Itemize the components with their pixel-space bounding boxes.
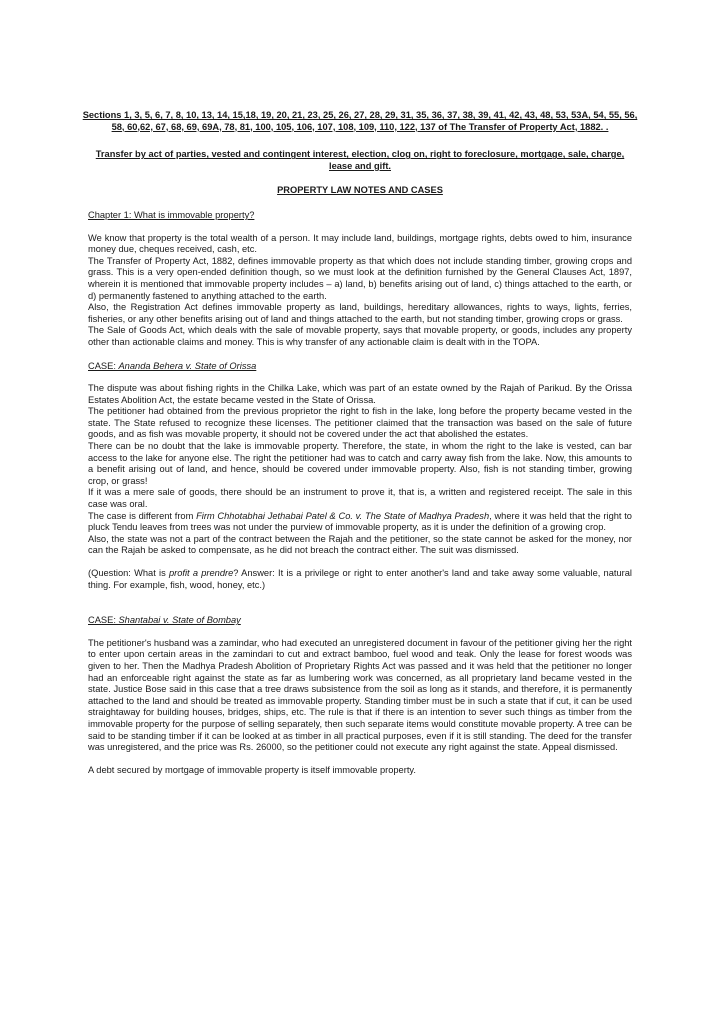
case-1-name: Ananda Behera v. State of Orissa — [118, 360, 257, 371]
question-term: profit a prendre — [168, 568, 234, 578]
case-2-body — [88, 638, 632, 754]
chapter-1-body — [88, 233, 632, 349]
case-1-label: CASE: — [88, 360, 119, 371]
question-block — [88, 568, 632, 591]
case-1-paragraph: The dispute was about fishing rights in the Chilka Lake, which was part of an estate owned by the Rajah of Parikud. By the Orissa Estates Abolition Act, the estate became vested in the State of Orissa. — [88, 383, 632, 405]
case-1-title — [88, 361, 632, 373]
chapter-1-paragraph: Also, the Registration Act defines immovable property as land, buildings, hereditary allowances, rights to ways, lights, ferries, fisheries, or any other benefits arising out of land and things attached to the earth, but not standing timber, growing crops or grass. — [88, 302, 632, 324]
case-1-paragraph: There can be no doubt that the lake is immovable property. Therefore, the state, in whom the right to the lake is vested, can bar access to the lake for anyone else. The right the petitioner had was to catch and carry away fish from the lake. Now, this amounts to a benefit arising out of land, and hence, should be covered under immovable property. Also, fish is not standing timber, growing crop, or grass! — [88, 441, 632, 486]
case-2-label: CASE: — [88, 615, 119, 626]
case-1-body — [88, 383, 632, 557]
closing-line: A debt secured by mortgage of immovable property is itself immovable property. — [88, 764, 416, 775]
case-2-name: Shantabai v. State of Bombay — [118, 615, 241, 626]
chapter-1-title: Chapter 1: What is immovable property? — [88, 209, 255, 220]
document-body — [82, 110, 638, 776]
case-1-paragraph: The petitioner had obtained from the previous proprietor the right to fish in the lake, long before the property became vested in the state. The State refused to recognize these licenses. The petitioner claimed that the transaction was based on the sale of future goods, and as fish was movable property, it should not be covered under the act that abolished the estates. — [88, 406, 632, 440]
sections-heading: Sections 1, 3, 5, 6, 7, 8, 10, 13, 14, 15,18, 19, 20, 21, 23, 25, 26, 27, 28, 29, 31, 35, 36, 37, 38, 39, 41, 42, 43, 48, 53, 53A, 54, 55, 56, 58, 60,62, 67, 68, 69, 69A, 78, 81, 100, 105, 106, 107, 108, 109, 110, 122, 137 of The Transfer of Property Act, 1882. . — [82, 110, 638, 132]
topics-heading: Transfer by act of parties, vested and contingent interest, election, clog on, right to foreclosure, mortgage, sale, charge, lease and gift. — [95, 149, 625, 171]
chapter-1-paragraph: The Sale of Goods Act, which deals with the sale of movable property, says that movable property, or goods, includes any property other than actionable claims and money. This is why transfer of any actionable claim is dealt with in the TOPA. — [88, 325, 632, 347]
chapter-1-paragraph: The Transfer of Property Act, 1882, defines immovable property as that which does not include standing timber, growing crops and grass. This is a very open-ended definition though, so we must look at the definition furnished by the General Clauses Act, 1897, wherein it is mentioned that immovable property includes – a) land, b) benefits arising out of land, c) things attached to the earth, or d) permanently fastened to anything attached to the earth. — [88, 255, 632, 301]
profit-a-prendre-question — [88, 568, 632, 591]
closing-block — [88, 765, 632, 777]
question-suffix: ? Answer: It is a privilege or right to enter another's land and take away some valuable, natural thing. For example, fish, wood, honey, etc.) — [88, 568, 632, 590]
case-1-closing-paragraph: Also, the state was not a part of the contract between the Rajah and the petitioner, so the state cannot be asked for the money, nor can the Rajah be asked to compensate, as he did not breach the contract either. The suit was dismissed. — [88, 533, 632, 556]
notes-title: PROPERTY LAW NOTES AND CASES — [277, 185, 443, 196]
case-2-paragraph: The petitioner's husband was a zamindar, who had executed an unregistered document in favour of the petitioner giving her the right to enter upon certain areas in the zamindari to cut and extract bamboo, fuel wood and teak. Only the lease for forest woods was given to her. Then the Madhya Pradesh Abolition of Proprietary Rights Act was passed and it was held that the petitioner no longer had an enforceable right against the state as far as lumbering work was concerned, as all proprietary land became vested in the state. Justice Bose said in this case that a tree draws subsistence from the soil as long as it stands, and therefore, it is permanently attached to the land and should be treated as immovable property. Standing timber must be in such a state that if cut, it can be used straightaway for building houses, bridges, ships, etc. The rule is that if there is an intention to sever such things as timber from the immovable property for the purpose of selling separately, then such separate items would constitute movable property. A tree can be said to be standing timber if it can be looked at as timber in all practical purposes, even if it is still standing. The deed for the transfer was unregistered, and the price was Rs. 26000, so the petitioner could not execute any right against the state. Appeal dismissed. — [88, 637, 632, 753]
comparison-suffix: , where it was held that the right to pluck Tendu leaves from trees was not under the purview of immovable property, as it is under the definition of a growing crop. — [88, 510, 632, 533]
comparison-case-name: Firm Chhotabhai Jethabai Patel & Co. v. The State of Madhya Pradesh — [196, 510, 490, 521]
case-1-comparison-paragraph — [88, 511, 632, 534]
comparison-prefix: The case is different from — [88, 510, 197, 521]
chapter-1-paragraph: We know that property is the total wealth of a person. It may include land, buildings, mortgage rights, debts owed to him, insurance money due, cheques received, cash, etc. — [88, 232, 632, 255]
case-2-title — [88, 615, 632, 627]
question-prefix: (Question: What is — [88, 568, 169, 578]
case-1-paragraph: If it was a mere sale of goods, there should be an instrument to prove it, that is, a written and registered receipt. The sale in this case was oral. — [88, 487, 632, 510]
